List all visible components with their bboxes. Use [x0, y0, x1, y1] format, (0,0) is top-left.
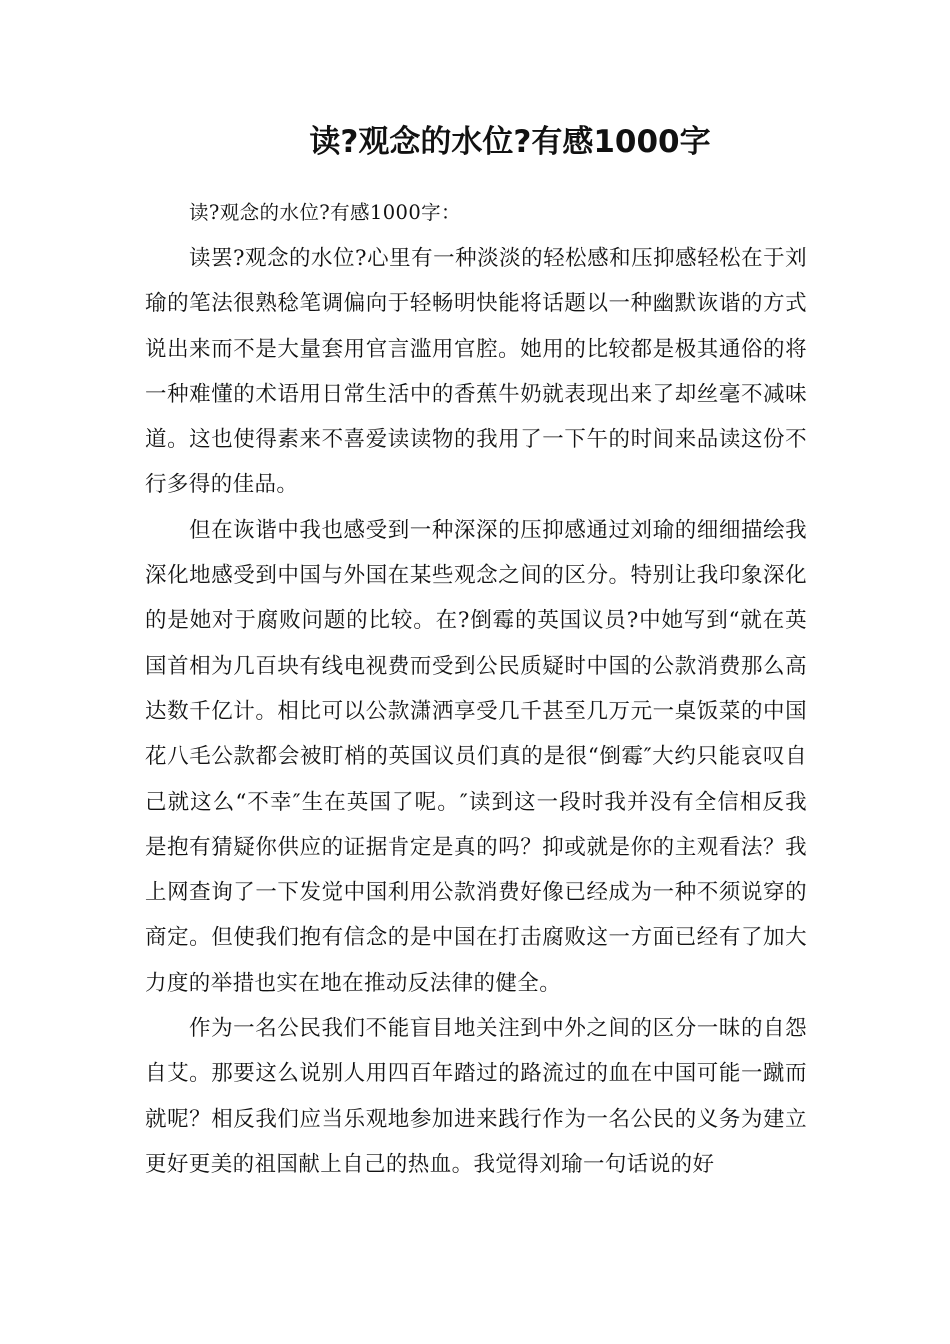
intro-paragraph: 读?观念的水位?有感1000字：	[189, 201, 461, 224]
paragraph-1: 读罢?观念的水位?心里有一种淡淡的轻松感和压抑感轻松在于刘瑜的笔法很熟稔笔调偏向于轻畅明快能将话题以一种幽默诙谐的方式说出来而不是大量套用官言滥用官腔。她用的比较都是极其通俗的将一种难懂的术语用日常生活中的香蕉牛奶就表现出来了却丝毫不减味道。这也使得素来不喜爱读读物的我用了一下午的时间来品读这份不行多得的佳品。	[145, 246, 807, 498]
paragraph-3: 作为一名公民我们不能盲目地关注到中外之间的区分一昧的自怨自艾。那要这么说别人用四百年踏过的路流过的血在中国可能一蹴而就呢？相反我们应当乐观地参加进来践行作为一名公民的义务为建立更好更美的祖国献上自己的热血。我觉得刘瑜一句话说的好	[145, 1016, 807, 1177]
document-title: 读?观念的水位?有感1000字	[309, 124, 711, 160]
paragraph-2: 但在诙谐中我也感受到一种深深的压抑感通过刘瑜的细细描绘我深化地感受到中国与外国在某些观念之间的区分。特别让我印象深化的是她对于腐败问题的比较。在?倒霉的英国议员?中她写到“就在英国首相为几百块有线电视费而受到公民质疑时中国的公款消费那么高达数千亿计。相比可以公款潇洒享受几千甚至几万元一桌饭菜的中国花八毛公款都会被盯梢的英国议员们真的是很“倒霉″大约只能哀叹自己就这么“不幸″生在英国了呢。″读到这一段时我并没有全信相反我是抱有猜疑你供应的证据肯定是真的吗？抑或就是你的主观看法？我上网查询了一下发觉中国利用公款消费好像已经成为一种不须说穿的商定。但使我们抱有信念的是中国在打击腐败这一方面已经有了加大力度的举措也实在地在推动反法律的健全。	[145, 517, 807, 996]
document-body	[145, 194, 807, 1187]
